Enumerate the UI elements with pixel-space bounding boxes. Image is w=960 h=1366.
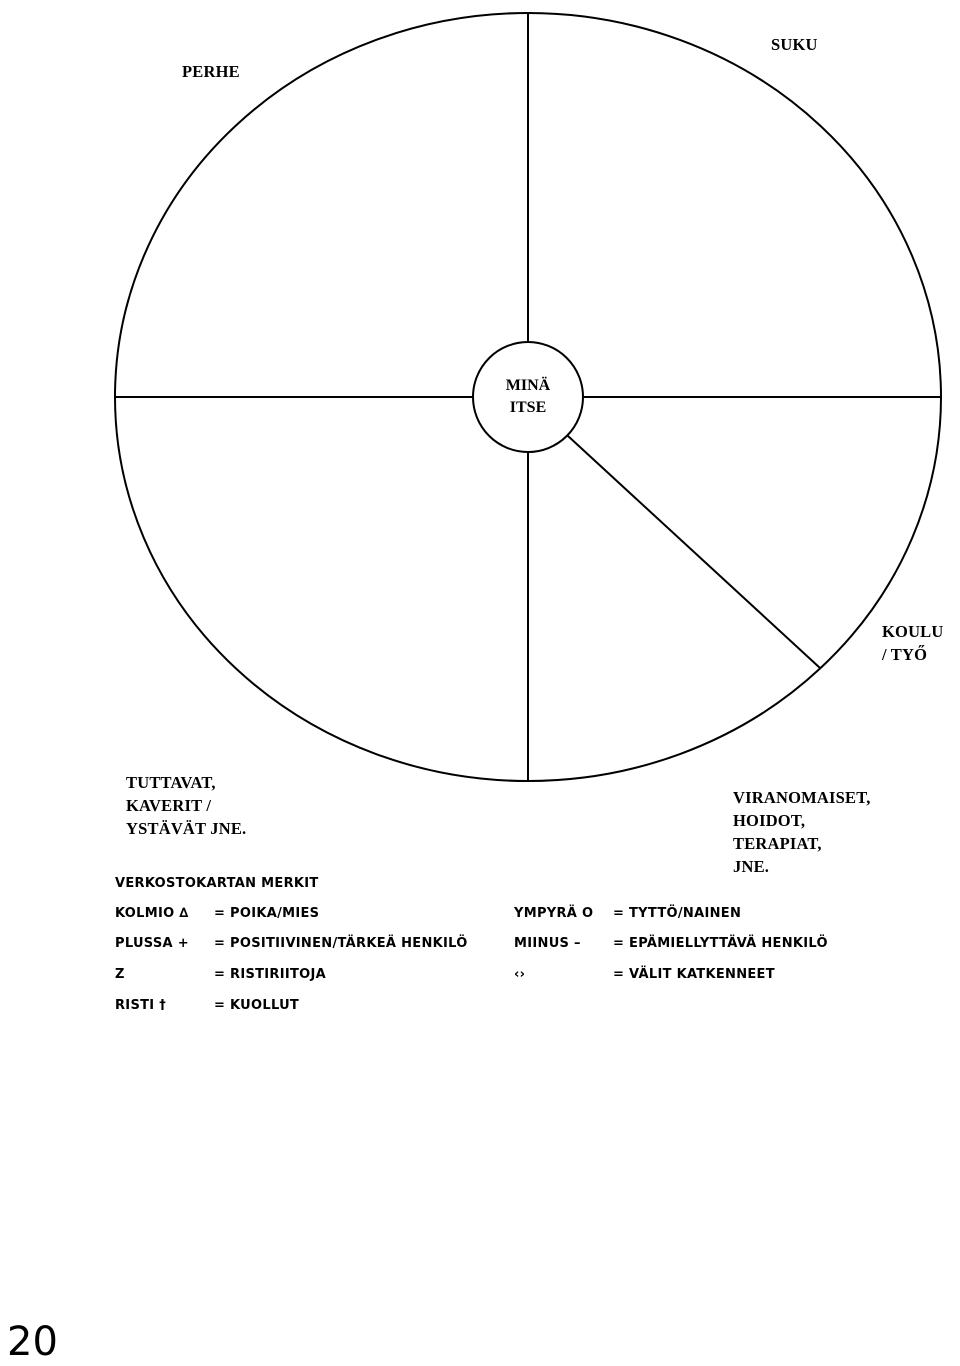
legend-symbol: Z	[115, 967, 125, 982]
divider-diagonal	[568, 436, 820, 668]
sector-label-viranomaiset	[733, 786, 871, 878]
legend-meaning-2: = EPÄMIELLYTTÄVÄ HENKILÖ	[613, 936, 828, 951]
legend-meaning: = RISTIRIITOJA	[214, 967, 327, 982]
center-label-line2: ITSE	[509, 399, 547, 416]
page-number: 20	[7, 1319, 58, 1365]
sector-label-koulu-line1: KOULU	[882, 622, 944, 641]
sector-label-viranomaiset-line3: TERAPIAT,	[733, 834, 822, 853]
legend-meaning-2: = VÄLIT KATKENNEET	[613, 967, 775, 982]
legend-symbol: PLUSSA +	[115, 936, 189, 951]
legend-symbol-2: YMPYRÄ O	[514, 906, 594, 921]
center-label-line1: MINÄ	[505, 377, 551, 394]
legend-meaning: = KUOLLUT	[214, 998, 300, 1013]
sector-label-viranomaiset-line1: VIRANOMAISET,	[733, 788, 871, 807]
center-label	[478, 375, 578, 419]
sector-label-tuttavat-line1: TUTTAVAT,	[126, 773, 216, 792]
sector-label-tuttavat-line2: KAVERIT /	[126, 796, 212, 815]
sector-label-tuttavat-line3: YSTÄVÄT JNE.	[126, 819, 247, 838]
legend-meaning: = POSITIIVINEN/TÄRKEÄ HENKILÖ	[214, 936, 468, 951]
legend-meaning: = POIKA/MIES	[214, 906, 320, 921]
sector-label-viranomaiset-line2: HOIDOT,	[733, 811, 806, 830]
legend-symbol-2: ‹›	[514, 967, 526, 982]
legend-title: VERKOSTOKARTAN MERKIT	[115, 876, 319, 891]
sector-label-tuttavat	[126, 771, 246, 840]
sector-label-perhe: PERHE	[182, 62, 240, 81]
sector-label-viranomaiset-line4: JNE.	[733, 857, 770, 876]
legend-symbol: KOLMIO ∆	[115, 906, 189, 921]
legend-symbol: RISTI †	[115, 998, 167, 1013]
sector-label-koulu	[882, 620, 944, 666]
sector-label-koulu-line2: / TYŐ	[882, 645, 928, 664]
sector-label-suku: SUKU	[771, 35, 818, 54]
legend-symbol-2: MIINUS –	[514, 936, 581, 951]
legend-meaning-2: = TYTTÖ/NAINEN	[613, 906, 742, 921]
